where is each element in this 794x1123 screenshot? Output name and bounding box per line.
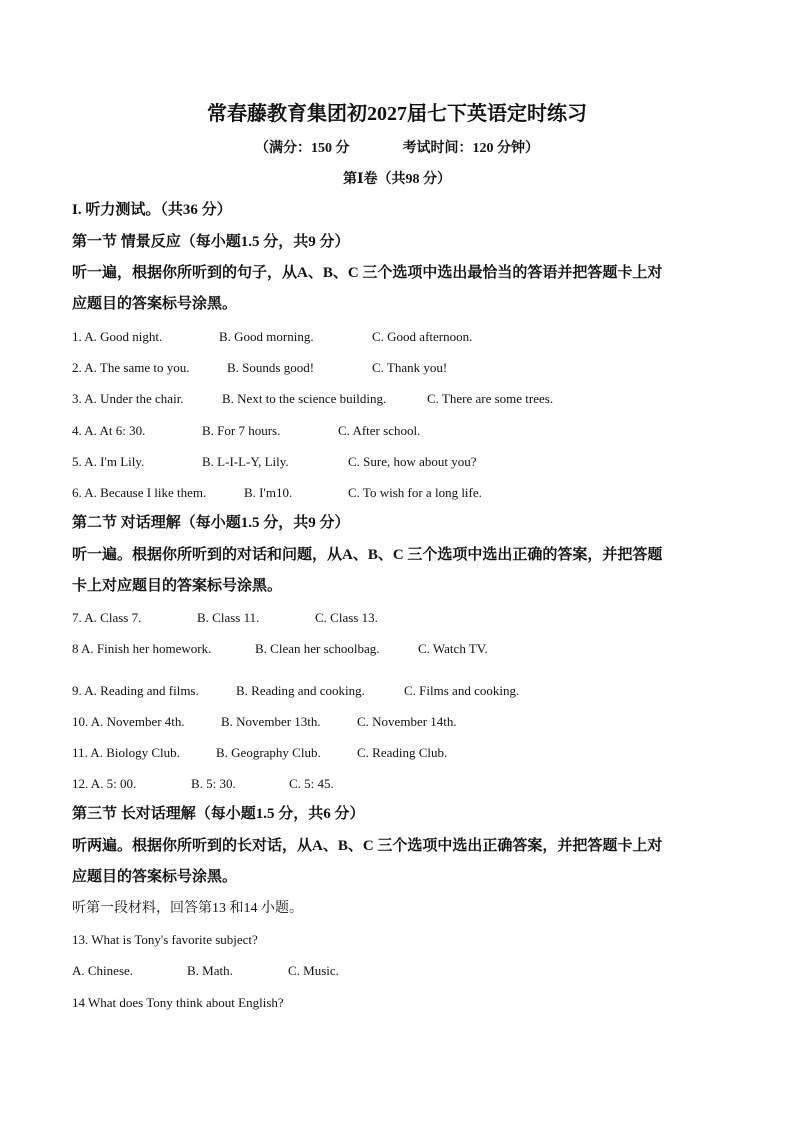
- question-5: [72, 455, 477, 468]
- option-b: B. Geography Club.: [216, 745, 321, 760]
- option-c: C. After school.: [338, 423, 421, 438]
- option-c: C. Reading Club.: [357, 745, 448, 760]
- question-9: [72, 684, 519, 697]
- question-4: [72, 424, 420, 437]
- option-a: 10. A. November 4th.: [72, 714, 185, 729]
- question-7: [72, 611, 378, 624]
- section2-heading: 第二节 对话理解（每小题1.5 分，共9 分）: [72, 515, 350, 531]
- question-3: [72, 392, 553, 405]
- page-title: 常春藤教育集团初2027届七下英语定时练习: [207, 103, 587, 125]
- section2-instruction-line1: 听一遍。根据你所听到的对话和问题，从A、B、C 三个选项中选出正确的答案，并把答题: [72, 547, 663, 563]
- option-a: 3. A. Under the chair.: [72, 391, 184, 406]
- part1-heading: I. 听力测试。（共36 分）: [72, 202, 232, 218]
- option-a: 11. A. Biology Club.: [72, 745, 180, 760]
- option-b: B. Math.: [187, 963, 233, 978]
- option-b: B. For 7 hours.: [202, 423, 281, 438]
- option-c: C. Thank you!: [372, 360, 448, 375]
- option-b: B. Class 11.: [197, 610, 260, 625]
- material-note: 听第一段材料，回答第13 和14 小题。: [72, 901, 303, 916]
- option-b: B. 5: 30.: [191, 776, 236, 791]
- option-a: 12. A. 5: 00.: [72, 776, 137, 791]
- option-a: 9. A. Reading and films.: [72, 683, 199, 698]
- option-c: C. To wish for a long life.: [348, 485, 482, 500]
- option-b: B. I'm10.: [244, 485, 293, 500]
- question-6: [72, 486, 482, 499]
- option-b: B. Clean her schoolbag.: [255, 641, 380, 656]
- option-c: C. Sure, how about you?: [348, 454, 477, 469]
- question-14: 14 What does Tony think about English?: [72, 995, 284, 1010]
- question-13: 13. What is Tony's favorite subject?: [72, 932, 258, 947]
- option-b: B. Reading and cooking.: [236, 683, 365, 698]
- option-b: B. Good morning.: [219, 329, 314, 344]
- volume-heading: 第Ⅰ卷（共98 分）: [342, 172, 452, 187]
- option-c: C. Music.: [288, 963, 339, 978]
- section1-instruction-line2: 应题目的答案标号涂黑。: [72, 296, 238, 312]
- option-c: C. Watch TV.: [418, 641, 488, 656]
- option-a: 5. A. I'm Lily.: [72, 454, 145, 469]
- option-b: B. November 13th.: [221, 714, 321, 729]
- question-2: [72, 361, 447, 374]
- option-c: C. There are some trees.: [427, 391, 554, 406]
- question-1: [72, 330, 472, 343]
- option-a: 6. A. Because I like them.: [72, 485, 207, 500]
- option-a: 2. A. The same to you.: [72, 360, 190, 375]
- option-a: A. Chinese.: [72, 963, 134, 978]
- question-10: [72, 715, 457, 728]
- option-b: B. L-I-L-Y, Lily.: [202, 454, 289, 469]
- exam-info: [0, 142, 794, 156]
- option-c: C. 5: 45.: [289, 776, 334, 791]
- section1-instruction-line1: 听一遍，根据你所听到的句子，从A、B、C 三个选项中选出最恰当的答语并把答题卡上对: [72, 265, 663, 281]
- question-8: [72, 642, 488, 655]
- option-c: C. Class 13.: [315, 610, 378, 625]
- option-a: 1. A. Good night.: [72, 329, 163, 344]
- option-b: B. Sounds good!: [227, 360, 315, 375]
- section3-heading: 第三节 长对话理解（每小题1.5 分，共6 分）: [72, 806, 365, 822]
- full-score: （满分：150 分: [255, 141, 350, 156]
- question-12: [72, 777, 334, 790]
- exam-time: 考试时间：120 分钟）: [402, 141, 539, 156]
- option-a: 7. A. Class 7.: [72, 610, 142, 625]
- option-c: C. Good afternoon.: [372, 329, 473, 344]
- option-a: 4. A. At 6: 30.: [72, 423, 146, 438]
- section3-instruction-line1: 听两遍。根据你所听到的长对话，从A、B、C 三个选项中选出正确答案，并把答题卡上对: [72, 838, 663, 854]
- section2-instruction-line2: 卡上对应题目的答案标号涂黑。: [72, 578, 283, 594]
- option-c: C. November 14th.: [357, 714, 457, 729]
- question-11: [72, 746, 447, 759]
- option-a: 8 A. Finish her homework.: [72, 641, 212, 656]
- section3-instruction-line2: 应题目的答案标号涂黑。: [72, 869, 238, 885]
- section1-heading: 第一节 情景反应（每小题1.5 分，共9 分）: [72, 234, 350, 250]
- question-13-options: [72, 964, 339, 977]
- option-c: C. Films and cooking.: [404, 683, 520, 698]
- option-b: B. Next to the science building.: [222, 391, 387, 406]
